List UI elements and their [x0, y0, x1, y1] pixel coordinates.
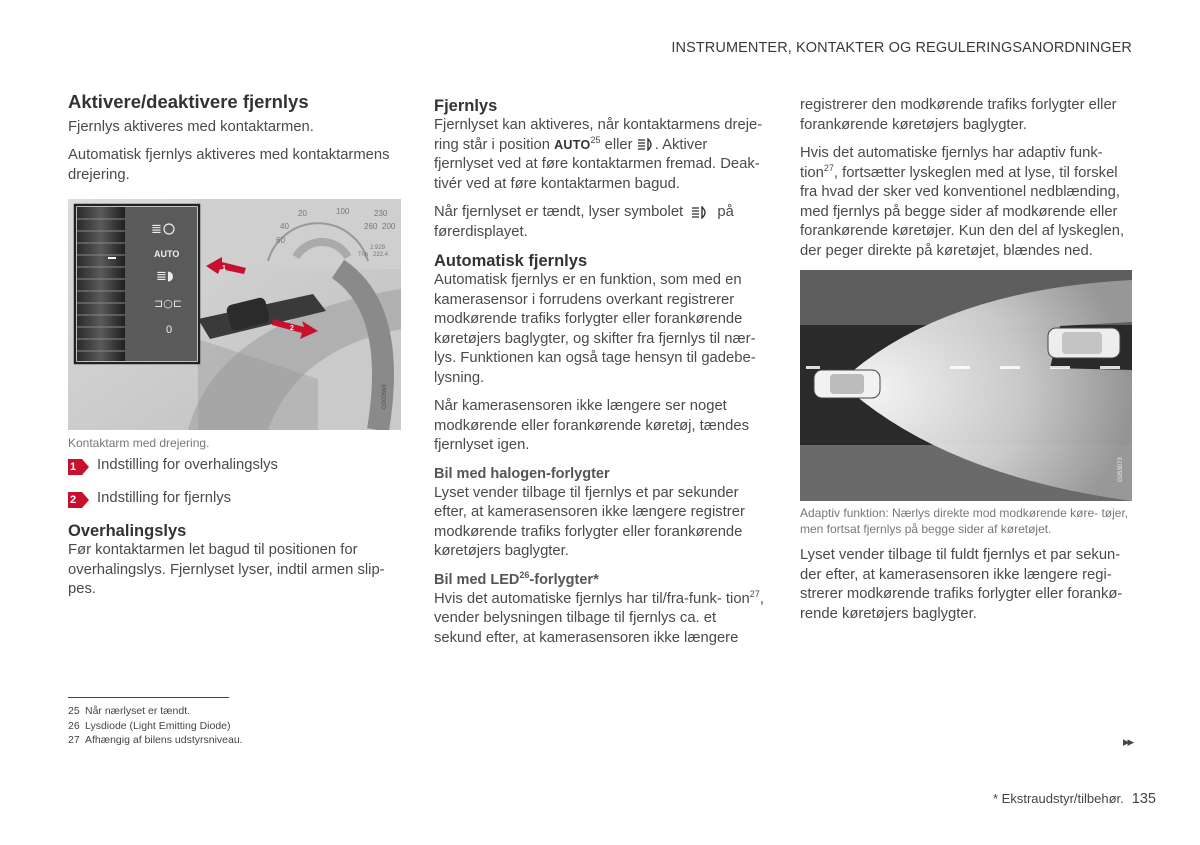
paragraph: Før kontaktarmen let bagud til positionen for overhalingslys. Fjernlyset lyser, indtil armen slip- pes. — [68, 542, 385, 597]
paragraph: Automatisk fjernlys aktiveres med kontaktarmens drejering. — [68, 147, 390, 183]
odo-label: Trip — [358, 252, 369, 258]
auto-symbol: AUTO — [554, 137, 591, 152]
badge-1-icon: 1 — [68, 459, 90, 475]
subsection-heading: Overhalingslys — [68, 522, 187, 540]
footnote-ref: 27 — [749, 588, 760, 599]
paragraph: Lyset vender tilbage til fjernlys et par sekunder efter, at kamerasensoren ikke længere registrer modkørende trafiks forlygter eller forankørende køretøjers baglygter. — [434, 484, 745, 559]
page-number: 135 — [1131, 791, 1156, 807]
paragraph: Når fjernlyset er tændt, lyser symbolet på førerdisplayet. — [434, 204, 734, 240]
footnotes — [68, 704, 243, 748]
gauge-number: 100 — [336, 207, 350, 216]
gauge-number: 40 — [280, 222, 289, 231]
paragraph: Når kamerasensoren ikke længere ser noget modkørende eller forankørende køretøj, tændes fjernlyset igen. — [434, 398, 749, 453]
running-header: INSTRUMENTER, KONTAKTER OG REGULERINGSANORDNINGER — [671, 40, 1132, 56]
legend-text: Indstilling for overhalingslys — [97, 457, 278, 473]
footnote-rule — [68, 697, 229, 698]
paragraph: Lyset vender tilbage til fuldt fjernlys et par sekun- der efter, at kamerasensoren ikke længere regi- strerer modkørende trafiks forlygter eller forankø- rende køretøjers baglygter. — [800, 547, 1123, 622]
high-beam-icon — [637, 138, 655, 151]
paragraph: registrerer den modkørende trafiks forlygter eller forankørende køretøjers baglygter. — [800, 97, 1117, 133]
badge-2-icon: 2 — [68, 492, 90, 508]
figure-caption: Adaptiv funktion: Nærlys direkte mod modkørende køre- tøjer, men fortsat fjernlys på begge sider af køretøjet. — [800, 506, 1129, 536]
figure-caption: Kontaktarm med drejering. — [68, 436, 210, 450]
footnote: 25 Når nærlyset er tændt. — [68, 705, 191, 717]
footnote-ref: 25 — [590, 134, 601, 145]
gauge-number: 60 — [276, 236, 285, 245]
legend-item — [68, 456, 398, 476]
gauge-number: 200 — [382, 222, 396, 231]
own-car-icon — [814, 370, 880, 398]
subsection-heading: Fjernlys — [434, 97, 498, 115]
minor-heading: Bil med LED$^{26}$-forlygter* — [434, 569, 599, 588]
footer-note: * Ekstraudstyr/tilbehør. — [993, 791, 1124, 806]
stalk-figure — [68, 199, 401, 430]
auto-high-beam-icon: ≣ — [151, 222, 162, 237]
arrow-number: 2 — [290, 325, 294, 332]
paragraph: Fjernlys aktiveres med kontaktarmen. — [68, 118, 314, 135]
oncoming-car-icon — [1048, 328, 1120, 358]
dial-label-auto: AUTO — [154, 249, 180, 259]
continue-icon: ▸▸ — [1122, 734, 1132, 749]
column-1 — [68, 92, 398, 609]
adaptive-beam-illustration — [800, 270, 1132, 501]
subsection-heading: Automatisk fjernlys — [434, 252, 588, 270]
high-beam-icon — [687, 206, 713, 219]
footnote-ref: 27 — [823, 162, 834, 173]
paragraph: Fjernlyset kan aktiveres, når kontaktarmens dreje- ring står i position AUTO$^{25}$ eller . Aktiver fjernlyset ved at føre kontaktarmen fremad. Deak- tivér ved at føre kontaktarmen bagud. — [434, 117, 763, 192]
footnote: 27 Afhængig af bilens udstyrsniveau. — [68, 734, 243, 746]
odo-value: 2.929 — [370, 245, 386, 251]
gauge-number: 230 — [374, 209, 388, 218]
paragraph: Hvis det automatiske fjernlys har adaptiv funk- tion$^{27}$, fortsætter lyskeglen med at lyse, til forskel fra hvad der sker ved konventionel nedblænding, med fjernlys på begge sider af modkørende eller forankørende køretøjer. Kun den del af lyskeglen, der peger direkte på køretøjet, blændes ned. — [800, 145, 1125, 259]
column-2 — [434, 96, 766, 657]
odo-value: 222.4 — [373, 252, 389, 258]
footnote: 26 Lysdiode (Light Emitting Diode) — [68, 719, 231, 732]
adaptive-beam-figure — [800, 270, 1132, 501]
section-heading: Aktivere/deaktivere fjernlys — [68, 91, 309, 112]
page-footer — [993, 791, 1156, 807]
arrow-number: 1 — [222, 265, 226, 272]
gauge-number: 260 — [364, 222, 378, 231]
legend-item — [68, 489, 398, 509]
paragraph: Automatisk fjernlys er en funktion, som med en kamerasensor i forrudens overkant registrerer modkørende trafiks forlygter eller forankørende køretøjers baglygter, og skifter fra fjernlys til nær- lys. Funktionen kan også tage hensyn til gadebe- lysning. — [434, 272, 756, 386]
stalk-illustration — [68, 199, 401, 430]
dipped-beam-icon: ≣◗ — [156, 269, 174, 284]
minor-heading: Bil med halogen-forlygter — [434, 465, 610, 482]
paragraph: Hvis det automatiske fjernlys har til/fra-funk- tion$^{27}$, vender belysningen tilbage til fjernlys ca. et sekund efter, at kamerasensoren ikke længere — [434, 588, 764, 646]
parking-light-icon: ⊐○⊏ — [154, 297, 183, 310]
figure-code: G000669 — [382, 384, 388, 409]
column-3 — [800, 96, 1132, 633]
dial-label-off: 0 — [166, 324, 173, 336]
figure-code: G053073 — [1118, 457, 1124, 482]
gauge-number: 20 — [298, 209, 307, 218]
legend-text: Indstilling for fjernlys — [97, 489, 232, 506]
